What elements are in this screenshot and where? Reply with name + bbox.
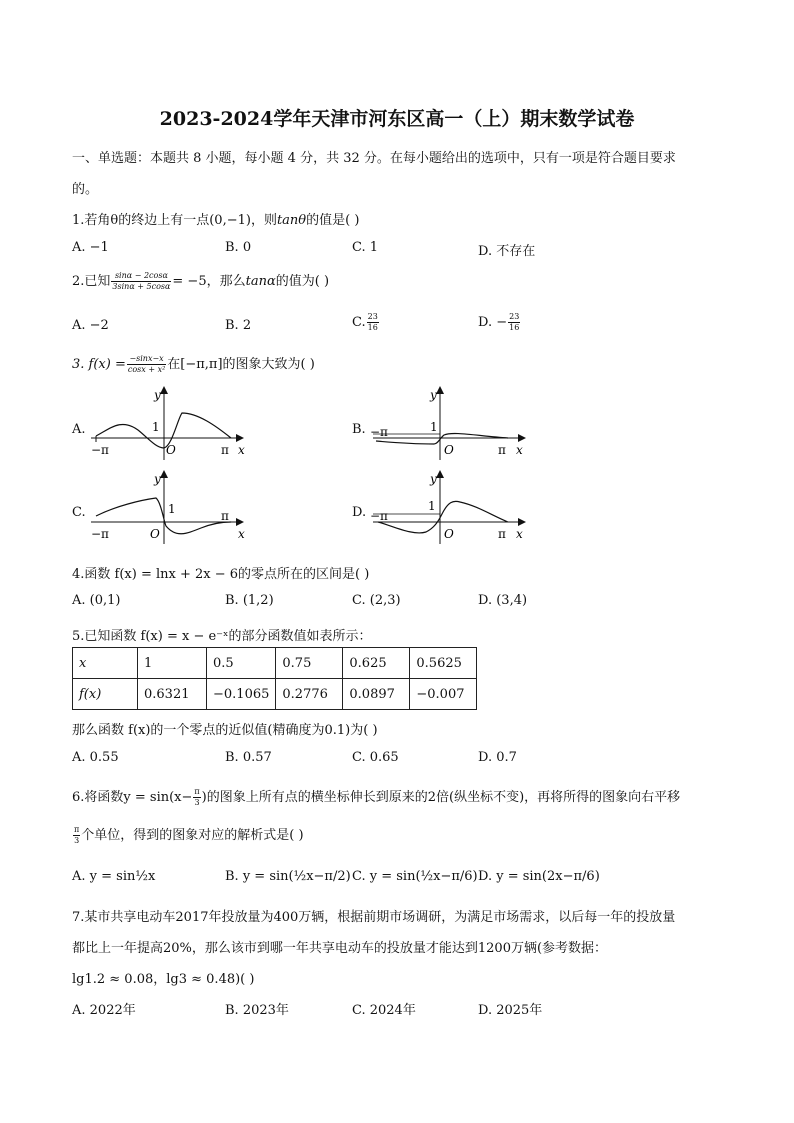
q6-line2-frac-n: π — [74, 825, 80, 834]
question-7-line1: 7.某市共享电动车2017年投放量为400万辆，根据前期市场调研，为满足市场需求，以后每一年的投放量 — [72, 910, 676, 925]
q5-option-a[interactable]: A. 0.55 — [72, 750, 119, 765]
graph-d-negpi: −π — [370, 509, 388, 523]
question-7-line2: 都比上一年提高20%，那么该市到哪一年共享电动车的投放量才能达到1200万辆(参考数据： — [72, 941, 608, 956]
q2-suffix: 的值为( ) — [275, 274, 330, 289]
q1-option-d[interactable]: D. 不存在 — [478, 244, 536, 259]
graph-c-origin: O — [150, 527, 160, 541]
q1-option-a[interactable]: A. −1 — [72, 240, 109, 255]
q6-line1-frac-n: π — [194, 787, 200, 796]
q1-tan: tanθ — [276, 213, 307, 228]
question-4: 4.函数 f(x) = lnx + 2x − 6的零点所在的区间是( ) — [72, 567, 370, 582]
graph-d-one: 1 — [428, 499, 436, 513]
q2-mid: = −5，那么 — [172, 274, 246, 289]
q3-prefix: 3. f(x) = — [72, 357, 126, 372]
table-row — [73, 648, 477, 679]
q5-option-c[interactable]: C. 0.65 — [352, 750, 399, 765]
table-cell: 0.0897 — [343, 679, 410, 710]
graph-a-pi: π — [221, 443, 229, 457]
q2-optc-den: 16 — [367, 323, 378, 332]
q2-denominator: 3sinα + 5cosα — [112, 282, 171, 291]
q6-option-d[interactable]: D. y = sin(2x−π/6) — [478, 869, 600, 884]
question-7-line3: lg1.2 ≈ 0.08，lg3 ≈ 0.48)( ) — [72, 972, 255, 987]
q2-optd-label: D. − — [478, 315, 508, 330]
q6-option-c[interactable]: C. y = sin(½x−π/6) — [352, 869, 478, 884]
graph-a-y-label: y — [154, 388, 161, 402]
q6-line1-b: )的图象上所有点的横坐标伸长到原来的2倍(纵坐标不变)，再将所得的图象向右平移 — [201, 790, 681, 805]
section-heading-line1: 一、单选题：本题共 8 小题，每小题 4 分，共 32 分。在每小题给出的选项中，只有一项是符合题目要求 — [72, 151, 676, 166]
q3-graph-d[interactable] — [368, 470, 538, 550]
q6-line1-a: 6.将函数y = sin(x− — [72, 790, 193, 805]
q2-option-a[interactable]: A. −2 — [72, 318, 109, 333]
q2-prefix: 2.已知 — [72, 274, 111, 289]
section-heading-line2: 的。 — [72, 182, 99, 197]
table-cell: 0.75 — [276, 648, 343, 679]
q2-optc-label: C. — [352, 315, 366, 330]
graph-d-origin: O — [444, 527, 454, 541]
graph-a-origin: O — [166, 443, 176, 457]
graph-d-x-label: x — [516, 527, 523, 541]
q1-text-c: 的值是( ) — [306, 213, 360, 228]
graph-d-y-label: y — [430, 472, 437, 486]
graph-b-x-label: x — [516, 443, 523, 457]
question-2 — [72, 270, 329, 292]
q6-option-a[interactable]: A. y = sin½x — [72, 869, 156, 884]
q3-numerator: −sinx−x — [127, 354, 166, 365]
table-row — [73, 679, 477, 710]
question-5-text: 那么函数 f(x)的一个零点的近似值(精确度为0.1)为( ) — [72, 723, 378, 738]
graph-a-one: 1 — [152, 420, 160, 434]
q4-option-d[interactable]: D. (3,4) — [478, 593, 528, 608]
q6-line2-fraction — [73, 825, 80, 846]
q1-option-b[interactable]: B. 0 — [225, 240, 252, 255]
q2-optd-num: 23 — [509, 312, 520, 321]
q3-option-b-label[interactable]: B. — [352, 422, 366, 437]
q2-tan: tanα — [245, 274, 276, 289]
graph-a-x-label: x — [238, 443, 245, 457]
q6-line1-fraction — [193, 787, 200, 808]
q3-graph-b[interactable] — [368, 386, 538, 466]
graph-c-negpi: −π — [91, 527, 109, 541]
graph-b-origin: O — [444, 443, 454, 457]
q4-option-a[interactable]: A. (0,1) — [72, 593, 121, 608]
page-title: 2023-2024学年天津市河东区高一（上）期末数学试卷 — [159, 108, 635, 130]
table-cell: 0.625 — [343, 648, 410, 679]
q2-option-d[interactable] — [478, 312, 521, 333]
q5-value-table — [72, 647, 477, 710]
table-cell: f(x) — [73, 679, 138, 710]
q2-option-c[interactable] — [352, 312, 380, 333]
q3-graph-c[interactable] — [86, 470, 256, 550]
graph-c-one: 1 — [168, 502, 176, 516]
q3-option-a-label[interactable]: A. — [72, 422, 86, 437]
q2-optd-fraction — [508, 312, 520, 333]
table-cell: 0.6321 — [138, 679, 207, 710]
question-6-line1 — [72, 786, 680, 808]
question-1 — [72, 209, 359, 228]
q7-option-c[interactable]: C. 2024年 — [352, 1003, 416, 1018]
q2-fraction — [111, 271, 171, 292]
graph-c-pi: π — [221, 509, 229, 523]
graph-b-one: 1 — [430, 420, 438, 434]
question-3 — [72, 353, 315, 375]
q5-option-d[interactable]: D. 0.7 — [478, 750, 517, 765]
graph-b-y-label: y — [430, 388, 437, 402]
q5-option-b[interactable]: B. 0.57 — [225, 750, 272, 765]
table-cell: x — [73, 648, 138, 679]
q2-option-b[interactable]: B. 2 — [225, 318, 252, 333]
q6-line2-frac-d: 3 — [74, 836, 80, 845]
q3-graph-a[interactable] — [86, 386, 256, 466]
graph-d-pi: π — [498, 527, 506, 541]
q4-option-b[interactable]: B. (1,2) — [225, 593, 274, 608]
q7-option-b[interactable]: B. 2023年 — [225, 1003, 289, 1018]
graph-c-y-label: y — [154, 472, 161, 486]
table-cell: −0.1065 — [207, 679, 276, 710]
question-5-intro: 5.已知函数 f(x) = x − e⁻ˣ的部分函数值如表所示： — [72, 629, 372, 644]
q2-optd-den: 16 — [509, 323, 520, 332]
q4-option-c[interactable]: C. (2,3) — [352, 593, 401, 608]
graph-b-pi: π — [498, 443, 506, 457]
table-cell: 0.5625 — [410, 648, 477, 679]
q6-line1-frac-d: 3 — [194, 798, 200, 807]
q1-text-a: 1.若角θ的终边上有一点(0,−1)，则 — [72, 213, 277, 228]
q6-option-b[interactable]: B. y = sin(½x−π/2) — [225, 869, 351, 884]
q6-line2-b: 个单位，得到的图象对应的解析式是( ) — [81, 828, 304, 843]
q3-option-d-label[interactable]: D. — [352, 505, 367, 520]
graph-a-negpi: −π — [91, 443, 109, 457]
question-6-line2 — [72, 824, 304, 846]
table-cell: 0.2776 — [276, 679, 343, 710]
q2-numerator: sinα − 2cosα — [111, 271, 171, 282]
q2-optc-fraction — [367, 312, 379, 333]
graph-b-negpi: −π — [370, 425, 388, 439]
q3-fraction — [127, 354, 166, 375]
q7-option-a[interactable]: A. 2022年 — [72, 1003, 136, 1018]
q3-option-c-label[interactable]: C. — [72, 505, 86, 520]
table-cell: −0.007 — [410, 679, 477, 710]
q1-option-c[interactable]: C. 1 — [352, 240, 379, 255]
q3-suffix: 在[−π,π]的图象大致为( ) — [167, 357, 315, 372]
q7-option-d[interactable]: D. 2025年 — [478, 1003, 543, 1018]
table-cell: 0.5 — [207, 648, 276, 679]
q3-denominator: cosx + x² — [127, 365, 166, 374]
q2-optc-num: 23 — [367, 312, 378, 321]
graph-c-x-label: x — [238, 527, 245, 541]
table-cell: 1 — [138, 648, 207, 679]
